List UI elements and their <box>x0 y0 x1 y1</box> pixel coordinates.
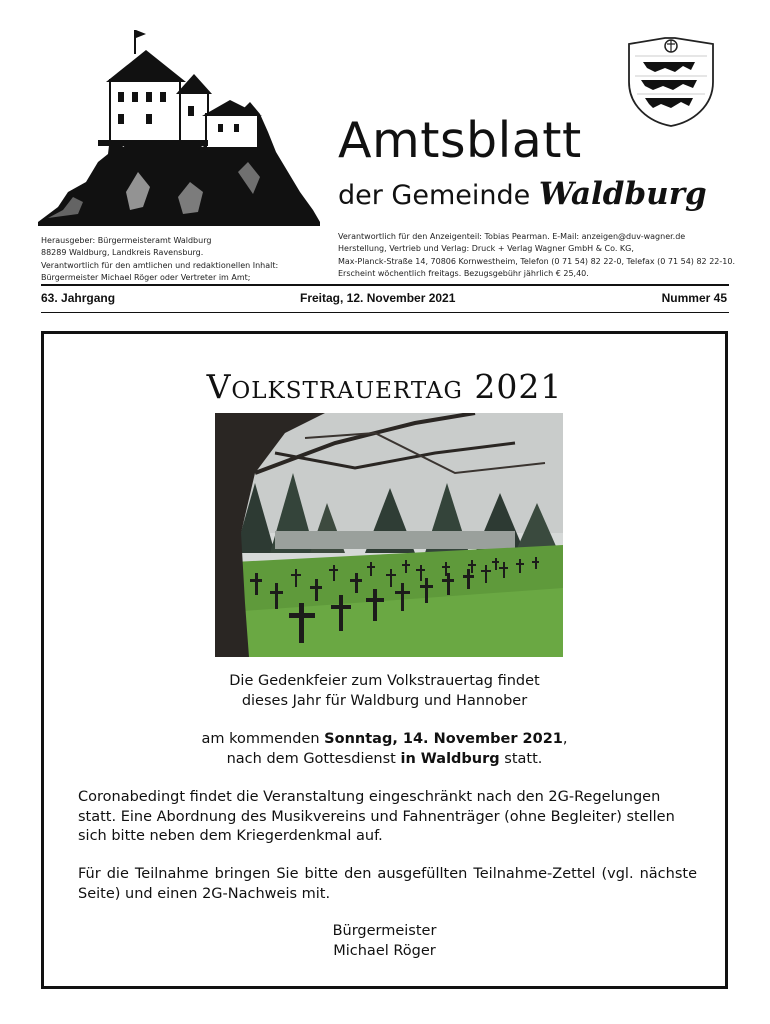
imprint-line: Bürgermeister Michael Röger oder Vertreter im Amt; <box>41 272 251 282</box>
masthead-rule-bottom <box>41 312 729 313</box>
imprint-line: Erscheint wöchentlich freitags. Bezugsgebühr jährlich € 25,40. <box>338 268 589 278</box>
text-run: statt. <box>499 750 543 767</box>
text-run: nach dem Gottesdienst <box>226 750 401 767</box>
municipality-name: Waldburg <box>538 176 707 212</box>
masthead-rule-top <box>41 284 729 286</box>
publication-subtitle <box>338 176 707 212</box>
text-line <box>44 730 725 750</box>
imprint-line: Herausgeber: Bürgermeisteramt Waldburg <box>41 236 212 245</box>
issue-date: Freitag, 12. November 2021 <box>300 291 456 305</box>
subtitle-prefix: der Gemeinde <box>338 180 539 211</box>
paragraph-date <box>44 730 725 769</box>
imprint-publisher <box>41 235 278 284</box>
imprint-line: Max-Planck-Straße 14, 70806 Kornwestheim, Telefon (0 71 54) 82 22-0, Telefax (0 71 54) 82 22-10. <box>338 256 735 266</box>
coat-of-arms-icon <box>625 32 717 128</box>
publication-title: Amtsblatt <box>338 112 582 169</box>
castle-illustration <box>38 22 320 230</box>
imprint-line: Verantwortlich für den amtlichen und redaktionellen Inhalt: <box>41 260 279 270</box>
event-date: Sonntag, 14. November 2021 <box>324 731 563 747</box>
text-run: , <box>562 731 568 747</box>
article-headline: Volkstrauertag 2021 <box>206 367 563 406</box>
issue-number: Nummer 45 <box>661 291 727 305</box>
imprint-line: Herstellung, Vertrieb und Verlag: Druck + Verlag Wagner GmbH & Co. KG, <box>338 244 634 254</box>
text-line: dieses Jahr für Waldburg und Hannober <box>241 692 528 709</box>
article-frame <box>41 331 728 989</box>
paragraph-regulations: Coronabedingt findet die Veranstaltung eingeschränkt nach den 2G-Regelungen statt. Eine Abordnung des Musikvereins und Fahnenträger (ohne Begleiter) stellen sich bitte neben dem Kriegerdenkmal auf. <box>78 789 675 844</box>
paragraph-participation: Für die Teilnahme bringen Sie bitte den ausgefüllten Teilnahme-Zettel (vgl. nächste Seite) und einen 2G-Nachweis mit. <box>78 866 697 902</box>
imprint-advertising <box>338 231 735 280</box>
text-line <box>44 750 725 770</box>
signature-role: Bürgermeister <box>332 923 437 939</box>
text-run: am kommenden <box>201 731 325 747</box>
text-line: Die Gedenkfeier zum Volkstrauertag findet <box>229 673 540 689</box>
imprint-line: Verantwortlich für den Anzeigenteil: Tobias Pearman. E-Mail: anzeigen@duv-wagner.de <box>338 232 686 241</box>
imprint-line: 88289 Waldburg, Landkreis Ravensburg. <box>41 248 204 258</box>
paragraph-intro <box>44 672 725 711</box>
signature-name: Michael Röger <box>333 942 436 959</box>
event-location: in Waldburg <box>400 750 500 767</box>
issue-volume: 63. Jahrgang <box>41 291 116 305</box>
cemetery-photo <box>215 413 563 657</box>
signature-block <box>44 922 725 961</box>
